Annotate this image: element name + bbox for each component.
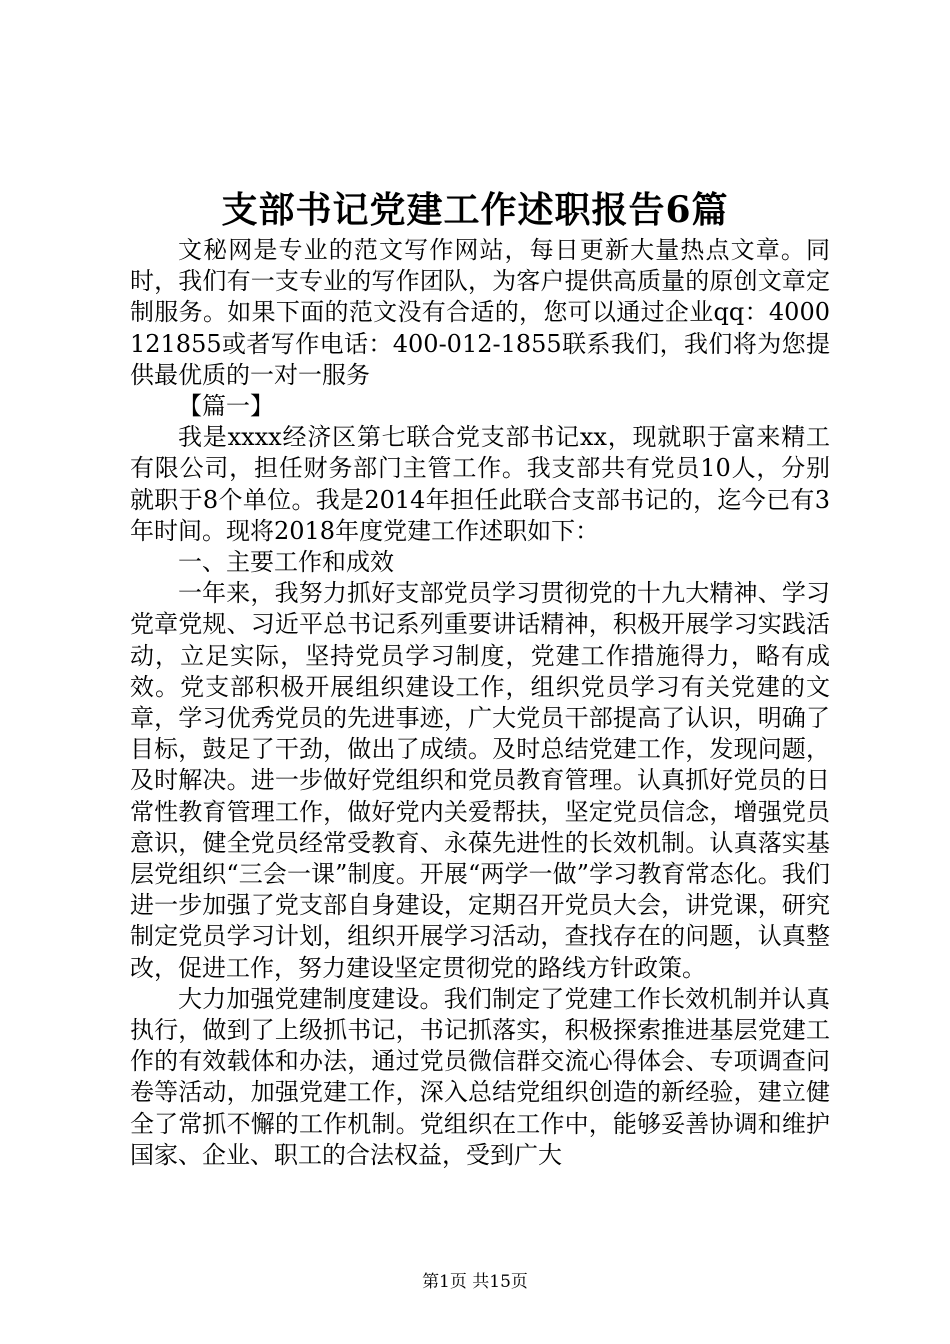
page-number-footer: 第1页 共15页 (422, 1272, 528, 1292)
body-paragraph: 一年来，我努力抓好支部党员学习贯彻党的十九大精神、学习党章党规、习近平总书记系列重要讲话精神，积极开展学习实践活动，立足实际，坚持党员学习制度，党建工作措施得力，略有成效。党支部积极开展组织建设工作，组织党员学习有关党建的文章，学习优秀党员的先进事迹，广大党员干部提高了认识，明确了目标，鼓足了干劲，做出了成绩。及时总结党建工作，发现问题，及时解决。进一步做好党组织和党员教育管理。认真抓好党员的日常性教育管理工作，做好党内关爱帮扶，坚定党员信念，增强党员意识，健全党员经常受教育、永葆先进性的长效机制。认真落实基层党组织“三会一课”制度。开展“两学一做”学习教育常态化。我们进一步加强了党支部自身建设，定期召开党员大会，讲党课，研究制定党员学习计划，组织开展学习活动，查找存在的问题，认真整改，促进工作，努力建设坚定贯彻党的路线方针政策。 (130, 579, 830, 982)
section-heading: 一、主要工作和成效 (178, 548, 394, 577)
body-paragraph: 我是xxxx经济区第七联合党支部书记xx，现就职于富来精工有限公司，担任财务部门主管工作。我支部共有党员10人，分别就职于8个单位。我是2014年担任此联合支部书记的，迄今已有3年时间。现将2018年度党建工作述职如下： (130, 423, 830, 545)
intro-paragraph: 文秘网是专业的范文写作网站，每日更新大量热点文章。同时，我们有一支专业的写作团队，为客户提供高质量的原创文章定制服务。如果下面的范文没有合适的，您可以通过企业qq：4000121855或者写作电话：400-012-1855联系我们，我们将为您提供最优质的一对一服务 (130, 236, 830, 389)
document-body (130, 235, 830, 1171)
body-paragraph: 大力加强党建制度建设。我们制定了党建工作长效机制并认真执行，做到了上级抓书记，书记抓落实，积极探索推进基层党建工作的有效载体和办法，通过党员微信群交流心得体会、专项调查问卷等活动，加强党建工作，深入总结党组织创造的新经验，建立健全了常抓不懈的工作机制。党组织在工作中，能够妥善协调和维护国家、企业、职工的合法权益，受到广大 (130, 984, 830, 1169)
document-title: 支部书记党建工作述职报告6篇 (221, 189, 729, 231)
section-heading-part-one: 【篇一】 (178, 392, 274, 421)
